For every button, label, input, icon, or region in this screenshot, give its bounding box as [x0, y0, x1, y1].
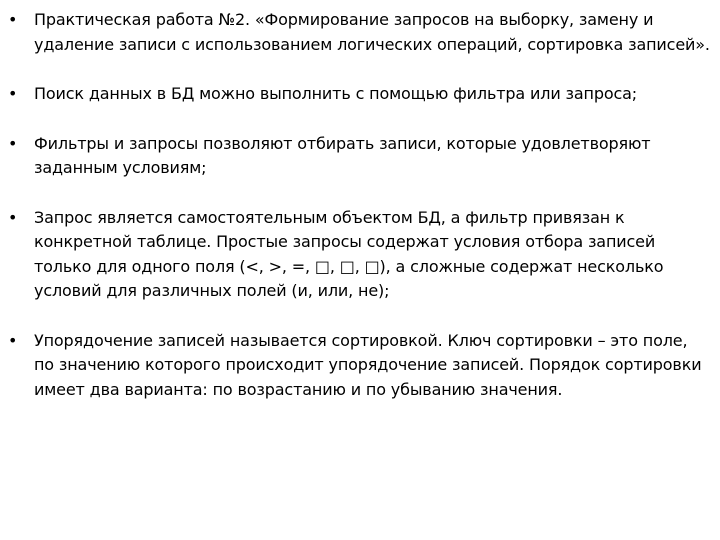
- bullet-dot-icon: •: [8, 330, 18, 350]
- bullet-text: Практическая работа №2. «Формирование запросов на выборку, замену и удаление записи с использованием логических операций, сортировка записей».: [34, 10, 710, 54]
- bullet-dot-icon: •: [8, 133, 18, 153]
- bullet-text: Упорядочение записей называется сортировкой. Ключ сортировки – это поле, по значению которого происходит упорядочение записей. Порядок сортировки имеет два варианта: по возрастанию и по убыванию значения.: [34, 330, 702, 399]
- bullet-text: Поиск данных в БД можно выполнить с помощью фильтра или запроса;: [34, 84, 638, 103]
- bullet-dot-icon: •: [8, 10, 18, 29]
- bullet-item-queries: [8, 206, 712, 304]
- bullet-text: Фильтры и запросы позволяют отбирать записи, которые удовлетворяют заданным условиям;: [34, 133, 651, 177]
- bullet-item-search: [8, 82, 712, 107]
- bullet-item-sorting: [8, 329, 712, 403]
- bullet-list: [8, 8, 712, 402]
- bullet-item-filters: [8, 132, 712, 181]
- bullet-dot-icon: •: [8, 207, 18, 227]
- bullet-item-practical-work: [8, 8, 712, 57]
- bullet-text: Запрос является самостоятельным объектом БД, а фильтр привязан к конкретной таблице. Простые запросы содержат условия отбора записей только для одного поля (<, >, =, □, □, □), а сложные содержат несколько условий для различных полей (и, или, не);: [34, 207, 664, 300]
- bullet-dot-icon: •: [8, 84, 18, 103]
